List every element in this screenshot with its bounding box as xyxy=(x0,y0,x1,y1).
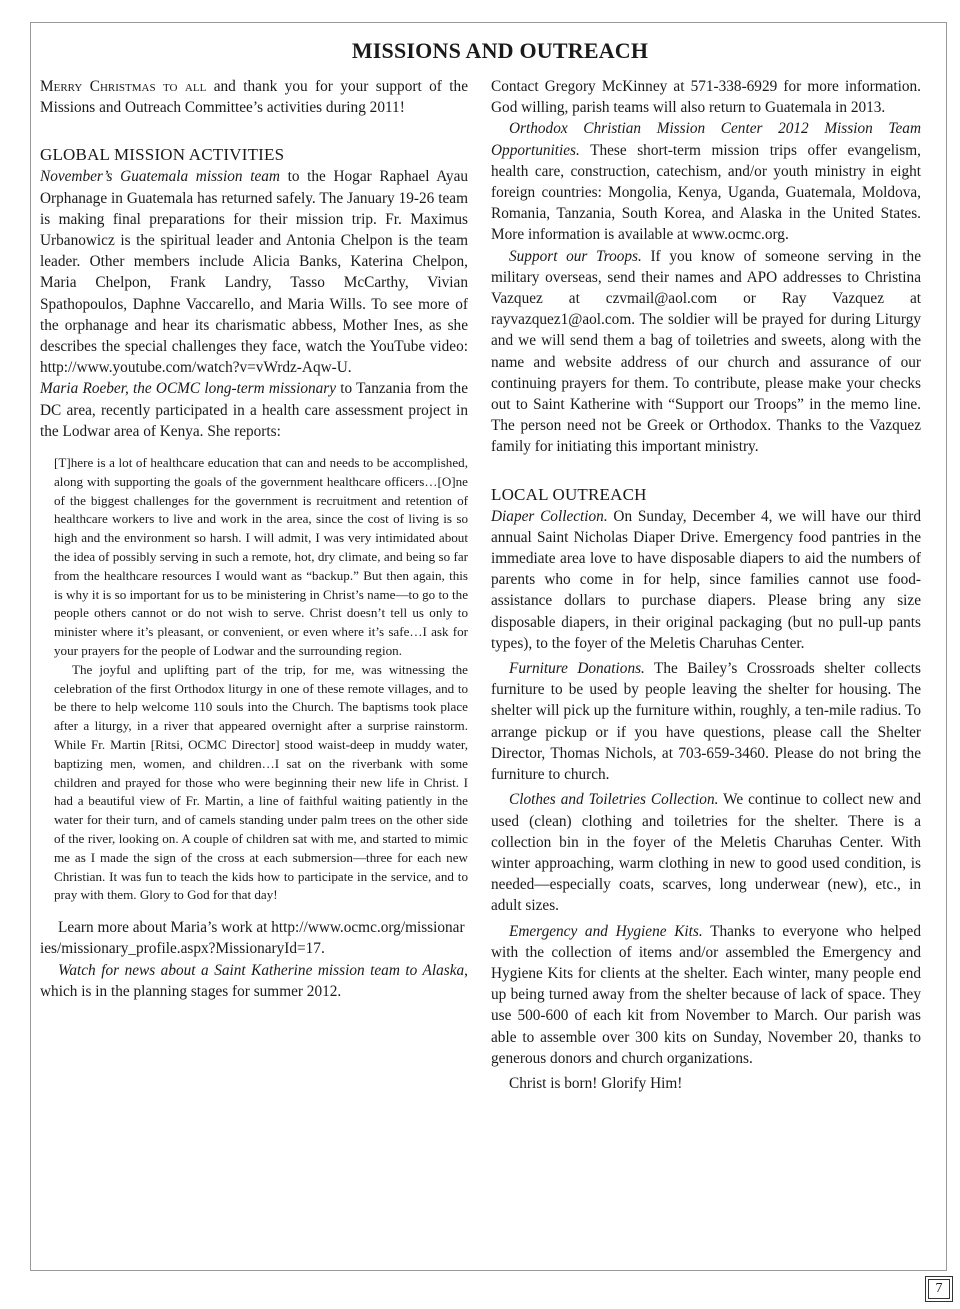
furniture-lead: Furniture Donations. xyxy=(509,660,645,678)
clothes-text: We continue to collect new and used (clean) clothing and toiletries for the shelter. There is a collection bin in the foyer of the Meletis Charuhas Center. With winter approaching, warm clothing in new to good used condition, is needed—especially coats, scarves, long underwear (new), etc., in adult sizes. xyxy=(491,791,921,915)
page-number-text: 7 xyxy=(935,1281,943,1296)
ocmc-lead: Orthodox Christian Mission Center 2012 Mission Team Opportunities. xyxy=(491,120,921,159)
intro-rest: and thank you for your support of the Missions and Outreach Committee’s activities during 2011! xyxy=(40,78,468,117)
left-column xyxy=(40,76,468,1002)
clothes-paragraph xyxy=(491,789,921,916)
diaper-text: On Sunday, December 4, we will have our third annual Saint Nicholas Diaper Drive. Emergency food pantries in the immediate area love to have disposable diapers to aid the numbers of parents who come in for help, since families cannot use food-assistance dollars to purchase diapers. Please bring any size disposable diapers, in their original packaging (but no pull-up pants types), to the foyer of the Meletis Charuhas Center. xyxy=(491,507,921,652)
local-outreach-heading: LOCAL OUTREACH xyxy=(491,484,647,504)
quote-paragraph-1: [T]here is a lot of healthcare education that can and needs to be accomplished, along with supporting the goals of the government healthcare officers…[O]ne of the biggest challenges for the government is recruitment and retention of healthcare workers to live and work in the area, since the cost of living is so high and the environment so harsh. I will admit, I was very intimidated about the idea of possibly serving in such a remote, hot, dry climate, and being so far from the healthcare resources I would want as “backup.” But then again, this is why it is so important for us to be ministering in Christ’s name—to go to the people others cannot or do not wish to serve. Christ doesn’t tell us only to minister where it’s pleasant, or convenient, or even where it’s safe…I ask for your prayers for the people of Lodwar and the surrounding region. xyxy=(54,455,468,659)
page-number xyxy=(925,1276,953,1302)
ocmc-paragraph xyxy=(491,118,921,245)
roeber-paragraph xyxy=(40,378,468,442)
kits-lead: Emergency and Hygiene Kits. xyxy=(509,922,703,940)
diaper-lead: Diaper Collection. xyxy=(491,507,608,525)
alaska-paragraph xyxy=(40,960,468,1002)
contact-paragraph: Contact Gregory McKinney at 571-338-6929 for more information. God willing, parish teams will also return to Guatemala in 2013. xyxy=(491,78,921,117)
kits-text: Thanks to everyone who helped with the collection of items and/or assembled the Emergency and Hygiene Kits for clients at the shelter. Each winter, many people end up being turned away from the shelter because of lack of space. They use 500-600 of each kit from November to March. Our parish was able to assemble over 300 kits on Sunday, November 20, thanks to generous donors and church organizations. xyxy=(491,922,921,1067)
page-title: MISSIONS AND OUTREACH xyxy=(351,38,649,63)
roeber-quote xyxy=(54,454,468,905)
troops-text: If you know of someone serving in the military overseas, send their names and APO addresses to Christina Vazquez at czvmail@aol.com or Ray Vazquez at rayvazquez1@aol.com. The soldier will be prayed for during Liturgy and we will send them a bag of toiletries and sweets, along with the name and website address of our church and assurance of our continuing prayers for them. To contribute, please make your checks out to Saint Katherine with “Support our Troops” in the memo line. The person need not be Greek or Orthodox. Thanks to the Vazquez family for initiating this important ministry. xyxy=(491,247,921,456)
guatemala-lead: November’s Guatemala mission team xyxy=(40,168,280,186)
quote-paragraph-2: The joyful and uplifting part of the trip, for me, was witnessing the celebration of the first Orthodox liturgy in one of these remote villages, and to be there to help welcome 110 souls into the Church. The baptisms took place after a liturgy, in a river that appeared overnight after a surprise rainstorm. While Fr. Martin [Ritsi, OCMC Director] stood waist-deep in muddy water, baptizing men, women, and children…I sat on the riverbank with some children and prayed for those who were beginning their new life in Christ. I had a beautiful view of Fr. Martin, a line of faithful waiting patiently in the water for their turn, and of camels standing under palm trees on the other side of the river, looking on. A couple of children sat with me, and started to mimic me as I made the sign of the cross at each submersion—three for each new Christian. It was fun to teach the kids how to participate in the service, and to pray with them. Glory to God for that day! xyxy=(54,661,468,903)
alaska-text: , which is in the planning stages for summer 2012. xyxy=(40,961,468,1000)
right-column xyxy=(491,76,921,1094)
ocmc-text: These short-term mission trips offer evangelism, health care, construction, catechism, and/or youth ministry in eight foreign countries: Mongolia, Kenya, Uganda, Guatemala, Moldova, Romania, Tanzania, South Korea, and Alaska in the United States. More information is available at www.ocmc.org. xyxy=(491,141,921,244)
troops-paragraph xyxy=(491,246,921,458)
intro-smallcaps: Merry Christmas to all xyxy=(40,78,207,95)
intro-paragraph xyxy=(40,76,468,118)
roeber-text: to Tanzania from the DC area, recently participated in a health care assessment project in the Lodwar area of Kenya. She reports: xyxy=(40,380,468,440)
guatemala-paragraph xyxy=(40,166,468,378)
kits-paragraph xyxy=(491,921,921,1069)
global-mission-heading: GLOBAL MISSION ACTIVITIES xyxy=(40,145,285,165)
closing-line: Christ is born! Glorify Him! xyxy=(509,1074,683,1092)
guatemala-text: to the Hogar Raphael Ayau Orphanage in Guatemala has returned safely. The January 19-26 team is making final preparations for their mission trip. Fr. Maximus Urbanowicz is the spiritual leader and Antonia Chelpon is the team leader. Other members include Alicia Banks, Katerina Chelpon, Maria Chelpon, Frank Landry, Tasso McCarthy, Vivian Spathopoulos, Daphne Vaccarello, and Maria Wills. To see more of the orphanage and hear its charismatic abbess, Mother Ines, as she describes the special challenges they face, watch the YouTube video: http://www.youtube.com/watch?v=vWrdz-Aqw-U. xyxy=(40,168,469,377)
furniture-text: The Bailey’s Crossroads shelter collects furniture to be used by people leaving the shelter for housing. The shelter will pick up the furniture within, roughly, a ten-mile radius. To arrange pickup or if you have questions, please call the Shelter Director, Thomas Nichols, at 703-659-3460. Please do not bring the furniture to church. xyxy=(491,660,921,784)
learn-more-paragraph: Learn more about Maria’s work at http://www.ocmc.org/missionaries/missionary_profile.aspx?MissionaryId=17. xyxy=(40,919,465,958)
roeber-lead: Maria Roeber, the OCMC long-term missionary xyxy=(40,380,337,398)
troops-lead: Support our Troops. xyxy=(509,247,642,265)
clothes-lead: Clothes and Toiletries Collection. xyxy=(509,791,719,809)
alaska-lead: Watch for news about a Saint Katherine mission team to Alaska xyxy=(58,961,465,979)
furniture-paragraph xyxy=(491,658,921,785)
diaper-paragraph xyxy=(491,506,921,654)
